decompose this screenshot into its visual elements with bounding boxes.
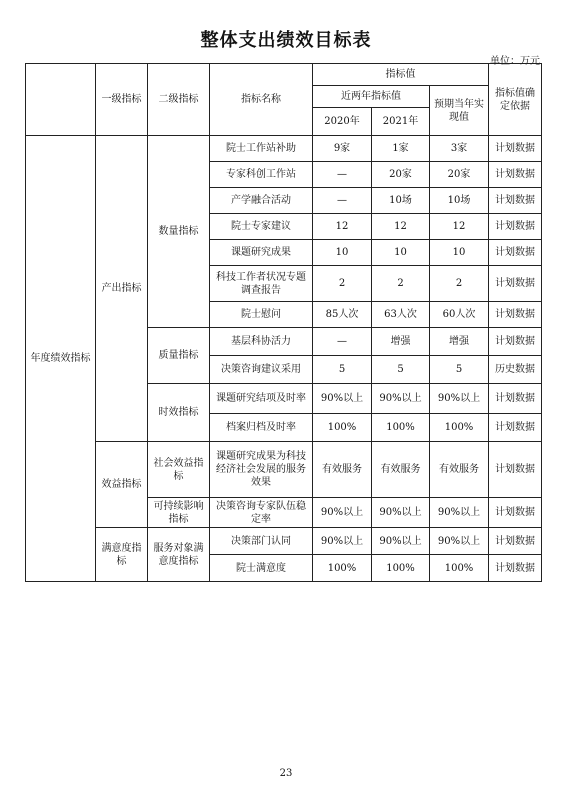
table-row	[26, 442, 542, 498]
value-basis: 计划数据	[489, 188, 542, 214]
value-2021: 90%以上	[372, 528, 430, 555]
value-basis: 计划数据	[489, 136, 542, 162]
value-expected: 20家	[430, 162, 489, 188]
value-expected: 增强	[430, 328, 489, 356]
value-2020: 2	[313, 266, 372, 302]
indicator-name: 决策咨询建议采用	[210, 356, 313, 384]
value-2020: —	[313, 188, 372, 214]
value-2020: 10	[313, 240, 372, 266]
indicator-name: 产学融合活动	[210, 188, 313, 214]
subgroup-social: 社会效益指标	[148, 442, 210, 498]
value-expected: 有效服务	[430, 442, 489, 498]
value-expected: 90%以上	[430, 528, 489, 555]
value-basis: 计划数据	[489, 498, 542, 528]
value-2021: 5	[372, 356, 430, 384]
annual-indicator-label: 年度绩效指标	[26, 136, 96, 582]
header-year-2020: 2020年	[313, 108, 372, 136]
group-output: 产出指标	[96, 136, 148, 442]
header-recent-two-years: 近两年指标值	[313, 86, 430, 108]
group-benefit: 效益指标	[96, 442, 148, 528]
table-row	[26, 136, 542, 162]
value-basis: 计划数据	[489, 328, 542, 356]
value-2021: 增强	[372, 328, 430, 356]
value-basis: 计划数据	[489, 162, 542, 188]
value-expected: 2	[430, 266, 489, 302]
unit-label: 单位：万元	[490, 56, 540, 67]
value-2021: 20家	[372, 162, 430, 188]
subgroup-sustain: 可持续影响指标	[148, 498, 210, 528]
indicator-name: 决策部门认同	[210, 528, 313, 555]
header-expected: 预期当年实现值	[430, 86, 489, 136]
value-2020: —	[313, 328, 372, 356]
indicator-name: 基层科协活力	[210, 328, 313, 356]
value-2020: 90%以上	[313, 528, 372, 555]
value-2021: 1家	[372, 136, 430, 162]
value-expected: 12	[430, 214, 489, 240]
value-basis: 计划数据	[489, 442, 542, 498]
value-expected: 10场	[430, 188, 489, 214]
value-2020: 9家	[313, 136, 372, 162]
header-indicator-value: 指标值	[313, 64, 489, 86]
indicator-name: 课题研究结项及时率	[210, 384, 313, 414]
header-indicator-name: 指标名称	[210, 64, 313, 136]
page-number: 23	[279, 768, 293, 779]
indicator-name: 院士专家建议	[210, 214, 313, 240]
subgroup-quantity: 数量指标	[148, 136, 210, 328]
value-expected: 5	[430, 356, 489, 384]
header-row-1	[26, 64, 542, 86]
value-basis: 历史数据	[489, 356, 542, 384]
indicator-name: 院士满意度	[210, 555, 313, 582]
indicator-name: 院士工作站补助	[210, 136, 313, 162]
indicator-name: 档案归档及时率	[210, 414, 313, 442]
header-basis: 指标值确定依据	[489, 64, 542, 136]
header-year-2021: 2021年	[372, 108, 430, 136]
value-expected: 10	[430, 240, 489, 266]
page-title: 整体支出绩效目标表	[200, 30, 372, 51]
value-2021: 2	[372, 266, 430, 302]
value-2020: 90%以上	[313, 498, 372, 528]
value-2021: 100%	[372, 414, 430, 442]
indicator-name: 科技工作者状况专题调查报告	[210, 266, 313, 302]
indicator-name: 课题研究成果为科技经济社会发展的服务效果	[210, 442, 313, 498]
value-2020: —	[313, 162, 372, 188]
subgroup-timeliness: 时效指标	[148, 384, 210, 442]
subgroup-service: 服务对象满意度指标	[148, 528, 210, 582]
value-2020: 有效服务	[313, 442, 372, 498]
value-basis: 计划数据	[489, 555, 542, 582]
value-expected: 90%以上	[430, 498, 489, 528]
value-2020: 12	[313, 214, 372, 240]
indicator-name: 院士慰问	[210, 302, 313, 328]
value-basis: 计划数据	[489, 302, 542, 328]
value-basis: 计划数据	[489, 214, 542, 240]
value-basis: 计划数据	[489, 384, 542, 414]
value-2020: 100%	[313, 555, 372, 582]
indicator-name: 决策咨询专家队伍稳定率	[210, 498, 313, 528]
value-2020: 100%	[313, 414, 372, 442]
group-satisfaction: 满意度指标	[96, 528, 148, 582]
value-2020: 5	[313, 356, 372, 384]
value-expected: 3家	[430, 136, 489, 162]
header-blank	[26, 64, 96, 136]
header-level1: 一级指标	[96, 64, 148, 136]
subgroup-quality: 质量指标	[148, 328, 210, 384]
performance-table	[25, 63, 542, 582]
value-2021: 90%以上	[372, 384, 430, 414]
value-2021: 12	[372, 214, 430, 240]
table-row	[26, 528, 542, 555]
value-2021: 有效服务	[372, 442, 430, 498]
indicator-name: 课题研究成果	[210, 240, 313, 266]
value-basis: 计划数据	[489, 528, 542, 555]
value-2020: 90%以上	[313, 384, 372, 414]
value-expected: 60人次	[430, 302, 489, 328]
value-expected: 90%以上	[430, 384, 489, 414]
value-2021: 90%以上	[372, 498, 430, 528]
value-2020: 85人次	[313, 302, 372, 328]
value-2021: 63人次	[372, 302, 430, 328]
value-2021: 100%	[372, 555, 430, 582]
indicator-name: 专家科创工作站	[210, 162, 313, 188]
value-2021: 10	[372, 240, 430, 266]
value-basis: 计划数据	[489, 266, 542, 302]
header-level2: 二级指标	[148, 64, 210, 136]
value-expected: 100%	[430, 555, 489, 582]
value-2021: 10场	[372, 188, 430, 214]
value-basis: 计划数据	[489, 414, 542, 442]
value-basis: 计划数据	[489, 240, 542, 266]
value-expected: 100%	[430, 414, 489, 442]
